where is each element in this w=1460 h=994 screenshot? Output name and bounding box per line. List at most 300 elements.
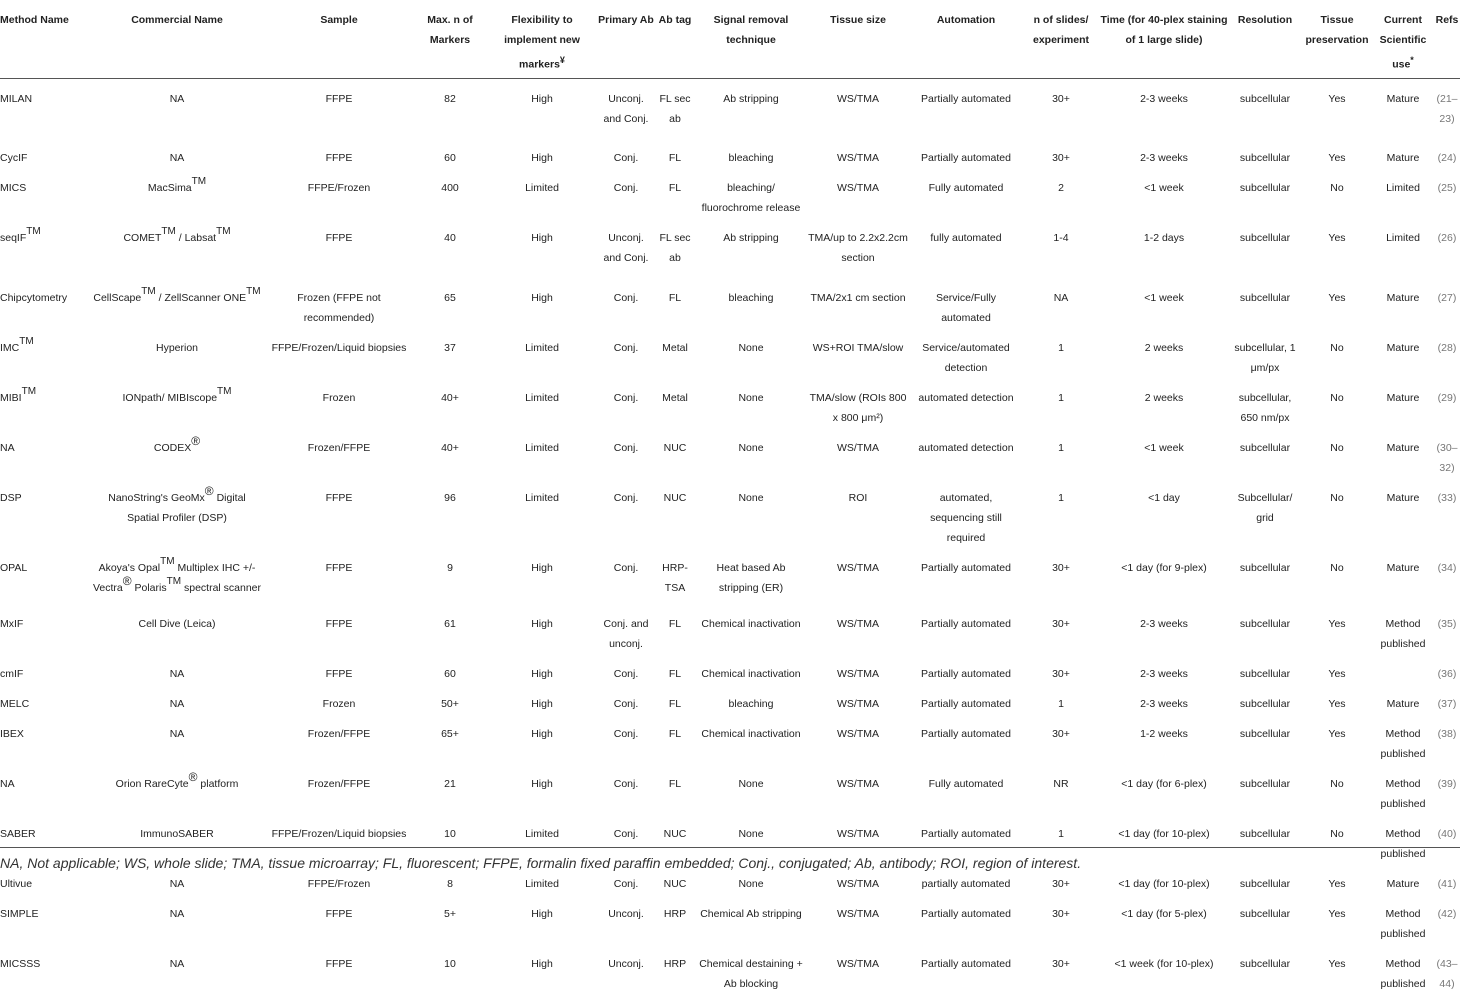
cell-time — [1100, 378, 1228, 428]
cell-method — [0, 894, 90, 944]
cell-sample — [264, 428, 414, 478]
cell-text: No — [1330, 562, 1344, 574]
cell-text: (37) — [1437, 698, 1457, 710]
cell-slides — [1022, 478, 1100, 548]
table-row — [0, 764, 1460, 814]
cell-text: NA — [169, 908, 185, 920]
table-row — [0, 168, 1460, 218]
cell-text: cmIF — [0, 668, 24, 680]
cell-text: Ab stripping — [723, 232, 779, 244]
cell-text: automated detection — [918, 442, 1014, 454]
cell-text: Limited — [525, 182, 559, 194]
cell-text: WS/TMA — [837, 728, 879, 740]
cell-text: FFPE/Frozen — [307, 182, 371, 194]
cell-text: bleaching/ fluorochrome release — [701, 182, 801, 214]
cell-auto — [910, 604, 1022, 654]
cell-text: WS/TMA — [837, 908, 879, 920]
cell-tag — [654, 944, 696, 994]
cell-time — [1100, 764, 1228, 814]
cell-text: Chemical inactivation — [701, 728, 801, 740]
cell-text: IONpath/ — [122, 392, 165, 404]
cell-text: NUC — [663, 492, 687, 504]
cell-auto — [910, 894, 1022, 944]
cell-flex — [486, 428, 598, 478]
cell-text: Conj. — [613, 698, 639, 710]
cell-text: 37 — [444, 342, 456, 354]
cell-pres — [1302, 864, 1372, 894]
cell-text: subcellular — [1239, 878, 1291, 890]
trademark-mark: TM — [160, 556, 175, 567]
cell-text: Method published — [1380, 618, 1426, 650]
cell-text: Service/Fully automated — [935, 292, 997, 324]
cell-text: 2-3 weeks — [1140, 92, 1188, 105]
cell-sample — [264, 328, 414, 378]
cell-text: None — [738, 442, 764, 454]
cell-sample — [264, 894, 414, 944]
cell-text: 10 — [444, 828, 456, 840]
cell-markers — [414, 168, 486, 218]
cell-auto — [910, 548, 1022, 604]
cell-primary — [598, 944, 654, 994]
cell-text: FFPE/Frozen — [307, 878, 371, 890]
cell-text: 1 — [1058, 342, 1064, 354]
cell-text: 65 — [444, 292, 456, 304]
registered-mark: ® — [191, 434, 201, 448]
cell-use — [1372, 654, 1434, 684]
cell-tag — [654, 548, 696, 604]
cell-use — [1372, 684, 1434, 714]
cell-sample — [264, 944, 414, 994]
cell-markers — [414, 478, 486, 548]
cell-text: Fully automated — [928, 778, 1004, 790]
cell-text: (29) — [1437, 392, 1457, 404]
cell-text: Chipcytometry — [0, 292, 68, 304]
cell-text: (25) — [1437, 182, 1457, 194]
cell-text: Unconj. — [608, 958, 644, 970]
cell-primary — [598, 478, 654, 548]
cell-sample — [264, 168, 414, 218]
cell-size — [806, 894, 910, 944]
cell-text: 30+ — [1052, 92, 1070, 105]
cell-pres — [1302, 168, 1372, 218]
cell-text: CODEX — [153, 442, 192, 454]
cell-signal — [696, 378, 806, 428]
cell-flex — [486, 714, 598, 764]
cell-text: HRP-TSA — [662, 562, 688, 594]
table-footnote: NA, Not applicable; WS, whole slide; TMA, tissue microarray; FL, fluorescent; FFPE, formalin fixed paraffin embedded; Conj., conjugated; Ab, antibody; ROI, region of interest. — [0, 855, 1082, 871]
cell-tag — [654, 654, 696, 684]
cell-method — [0, 714, 90, 764]
cell-text: Polaris — [134, 582, 167, 594]
cell-tag — [654, 78, 696, 138]
cell-flex — [486, 944, 598, 994]
cell-text: 1 — [1058, 442, 1064, 454]
cell-text: 40 — [444, 232, 456, 244]
col-header-flexibility: Flexibility to implement new markers¥ — [504, 14, 580, 71]
cell-res — [1228, 218, 1302, 278]
cell-size — [806, 328, 910, 378]
cell-sample — [264, 278, 414, 328]
cell-text: (39) — [1437, 778, 1457, 790]
cell-text: FFPE — [325, 492, 353, 504]
cell-tag — [654, 684, 696, 714]
cell-text: 1-2 weeks — [1140, 728, 1188, 740]
cell-text: subcellular — [1239, 618, 1291, 630]
cell-text: High — [531, 92, 553, 105]
cell-pres — [1302, 78, 1372, 138]
cell-size — [806, 168, 910, 218]
cell-text: FL sec ab — [659, 232, 691, 264]
cell-text: 82 — [444, 92, 456, 105]
cell-pres — [1302, 684, 1372, 714]
cell-text: Chemical inactivation — [701, 618, 801, 630]
cell-tag — [654, 168, 696, 218]
cell-refs — [1434, 428, 1460, 478]
cell-text: / Labsat — [178, 232, 217, 244]
cell-pres — [1302, 278, 1372, 328]
cell-text: High — [531, 562, 553, 574]
col-header-max-markers: Max. n of Markers — [427, 14, 473, 46]
cell-signal — [696, 138, 806, 168]
cell-text: None — [738, 878, 764, 890]
cell-text: NA — [169, 878, 185, 890]
cell-text: HRP — [663, 958, 687, 970]
col-header-method: Method Name — [0, 14, 69, 26]
use-mark: * — [1410, 55, 1414, 65]
cell-text: <1 day (for 5-plex) — [1121, 908, 1207, 920]
cell-text: Yes — [1328, 958, 1346, 970]
cell-text: WS/TMA — [837, 618, 879, 630]
cell-name — [90, 138, 264, 168]
cell-auto — [910, 684, 1022, 714]
cell-signal — [696, 78, 806, 138]
cell-text: <1 day (for 10-plex) — [1118, 878, 1210, 890]
cell-text: 1-4 — [1053, 232, 1069, 244]
cell-text: Yes — [1328, 698, 1346, 710]
cell-refs — [1434, 864, 1460, 894]
cell-tag — [654, 764, 696, 814]
cell-markers — [414, 548, 486, 604]
cell-res — [1228, 604, 1302, 654]
cell-markers — [414, 278, 486, 328]
cell-text: FL — [668, 292, 682, 304]
cell-text: Conj. — [613, 668, 639, 680]
col-header-refs: Refs — [1435, 14, 1459, 26]
cell-time — [1100, 864, 1228, 894]
cell-auto — [910, 278, 1022, 328]
cell-text: 30+ — [1052, 908, 1070, 920]
cell-text: Akoya's Opal — [98, 562, 161, 574]
cell-signal — [696, 278, 806, 328]
cell-time — [1100, 138, 1228, 168]
cell-text: <1 day (for 10-plex) — [1118, 828, 1210, 840]
cell-text: Chemical Ab stripping — [700, 908, 802, 920]
cell-text: Yes — [1328, 618, 1346, 630]
cell-refs — [1434, 944, 1460, 994]
cell-text: partially automated — [921, 878, 1011, 890]
cell-text: (26) — [1437, 232, 1457, 244]
col-header-slides: n of slides/ experiment — [1032, 14, 1090, 46]
table-row — [0, 714, 1460, 764]
cell-text: SIMPLE — [0, 908, 39, 920]
cell-auto — [910, 714, 1022, 764]
cell-text: NA — [169, 668, 185, 680]
cell-refs — [1434, 218, 1460, 278]
cell-pres — [1302, 328, 1372, 378]
cell-text: FL sec ab — [659, 92, 691, 125]
cell-text: Frozen — [322, 698, 356, 710]
cell-text: 2 weeks — [1144, 342, 1184, 354]
cell-text: Partially automated — [921, 562, 1011, 574]
cell-flex — [486, 548, 598, 604]
cell-text: TMA/up to 2.2x2.2cm section — [808, 232, 908, 264]
cell-sample — [264, 218, 414, 278]
cell-sample — [264, 764, 414, 814]
cell-text: Heat based Ab stripping (ER) — [716, 562, 786, 594]
cell-sample — [264, 654, 414, 684]
table-row — [0, 428, 1460, 478]
cell-text: (24) — [1437, 152, 1457, 164]
cell-flex — [486, 328, 598, 378]
cell-pres — [1302, 654, 1372, 684]
cell-refs — [1434, 168, 1460, 218]
cell-slides — [1022, 138, 1100, 168]
cell-text: MxIF — [0, 618, 24, 630]
cell-text: (41) — [1437, 878, 1457, 890]
cell-auto — [910, 218, 1022, 278]
cell-text: bleaching — [728, 152, 774, 164]
cell-text: 40+ — [441, 442, 459, 454]
cell-text: MIBIscope — [167, 392, 218, 404]
cell-text: Frozen/FFPE — [307, 778, 371, 790]
cell-primary — [598, 764, 654, 814]
cell-name — [90, 944, 264, 994]
cell-text: FL — [668, 778, 682, 790]
cell-text: COMET — [123, 232, 162, 244]
cell-text: High — [531, 698, 553, 710]
cell-text: FL — [668, 728, 682, 740]
cell-method — [0, 78, 90, 138]
cell-text: High — [531, 292, 553, 304]
cell-signal — [696, 168, 806, 218]
cell-text: Conj. — [613, 182, 639, 194]
cell-size — [806, 378, 910, 428]
cell-method — [0, 654, 90, 684]
cell-name — [90, 328, 264, 378]
cell-text: subcellular — [1239, 828, 1291, 840]
cell-text: 96 — [444, 492, 456, 504]
cell-slides — [1022, 328, 1100, 378]
cell-text: None — [738, 342, 764, 354]
trademark-mark: TM — [26, 226, 41, 237]
cell-signal — [696, 218, 806, 278]
cell-tag — [654, 378, 696, 428]
cell-refs — [1434, 684, 1460, 714]
trademark-mark: TM — [166, 576, 182, 587]
cell-use — [1372, 138, 1434, 168]
cell-text: Partially automated — [921, 618, 1011, 630]
cell-use — [1372, 328, 1434, 378]
col-header-resolution: Resolution — [1237, 14, 1293, 26]
cell-res — [1228, 944, 1302, 994]
cell-text: No — [1330, 342, 1344, 354]
cell-flex — [486, 218, 598, 278]
col-header-tissue-size: Tissue size — [830, 14, 886, 26]
cell-signal — [696, 604, 806, 654]
cell-text: Partially automated — [921, 668, 1011, 680]
cell-text: IBEX — [0, 728, 24, 740]
cell-text: subcellular, 650 nm/px — [1238, 392, 1292, 424]
cell-time — [1100, 168, 1228, 218]
cell-text: NA — [0, 778, 15, 790]
cell-text: Limited — [525, 442, 559, 454]
cell-text: subcellular — [1239, 728, 1291, 740]
cell-text: Mature — [1386, 342, 1420, 354]
cell-text: Digital Spatial Profiler (DSP) — [127, 492, 246, 524]
cell-method — [0, 168, 90, 218]
cell-use — [1372, 218, 1434, 278]
cell-text: subcellular — [1239, 668, 1291, 680]
cell-name — [90, 548, 264, 604]
cell-size — [806, 138, 910, 168]
cell-text: No — [1330, 182, 1344, 194]
cell-use — [1372, 428, 1434, 478]
cell-markers — [414, 428, 486, 478]
cell-text: DSP — [0, 492, 22, 504]
col-header-time: Time (for 40-plex staining of 1 large slide) — [1100, 14, 1228, 46]
cell-text: Limited — [1386, 182, 1420, 194]
cell-text: 2-3 weeks — [1140, 668, 1188, 680]
cell-method — [0, 764, 90, 814]
table-row — [0, 894, 1460, 944]
cell-slides — [1022, 378, 1100, 428]
cell-text: Method published — [1380, 778, 1426, 810]
cell-slides — [1022, 654, 1100, 684]
cell-text: subcellular — [1239, 92, 1291, 105]
cell-use — [1372, 78, 1434, 138]
cell-text: High — [531, 778, 553, 790]
cell-text: Conj. — [613, 778, 639, 790]
cell-sample — [264, 138, 414, 168]
cell-slides — [1022, 944, 1100, 994]
cell-use — [1372, 864, 1434, 894]
cell-size — [806, 78, 910, 138]
cell-text: subcellular — [1239, 152, 1291, 164]
cell-signal — [696, 328, 806, 378]
cell-use — [1372, 604, 1434, 654]
col-header-commercial-name: Commercial Name — [131, 14, 223, 26]
cell-slides — [1022, 218, 1100, 278]
cell-text: None — [738, 492, 764, 504]
cell-text: Chemical destaining + Ab blocking — [699, 958, 803, 990]
cell-text: WS/TMA — [837, 92, 879, 105]
col-header-automation: Automation — [936, 14, 996, 26]
cell-name — [90, 428, 264, 478]
cell-flex — [486, 654, 598, 684]
cell-refs — [1434, 138, 1460, 168]
table-row — [0, 944, 1460, 994]
cell-text: High — [531, 958, 553, 970]
cell-text: WS/TMA — [837, 442, 879, 454]
cell-text: / ZellScanner ONE — [158, 292, 247, 304]
cell-text: Yes — [1328, 152, 1346, 164]
cell-auto — [910, 378, 1022, 428]
cell-text: 5+ — [444, 908, 456, 920]
cell-text: Conj. — [613, 492, 639, 504]
cell-text: Mature — [1386, 562, 1420, 574]
cell-sample — [264, 378, 414, 428]
cell-use — [1372, 944, 1434, 994]
cell-res — [1228, 894, 1302, 944]
cell-text: 30+ — [1052, 562, 1070, 574]
cell-text: Service/automated detection — [922, 342, 1010, 374]
cell-signal — [696, 428, 806, 478]
cell-slides — [1022, 428, 1100, 478]
cell-markers — [414, 328, 486, 378]
cell-pres — [1302, 814, 1372, 864]
cell-pres — [1302, 894, 1372, 944]
cell-text: Yes — [1328, 668, 1346, 680]
cell-text: No — [1330, 442, 1344, 454]
cell-time — [1100, 894, 1228, 944]
cell-slides — [1022, 764, 1100, 814]
cell-text: Conj. and unconj. — [603, 618, 649, 650]
cell-text: subcellular — [1239, 958, 1291, 970]
cell-res — [1228, 764, 1302, 814]
cell-text: FFPE — [325, 562, 353, 574]
cell-pres — [1302, 378, 1372, 428]
cell-signal — [696, 714, 806, 764]
trademark-mark: TM — [217, 386, 232, 397]
cell-method — [0, 684, 90, 714]
table-bottom-rule — [0, 847, 1460, 848]
trademark-mark: TM — [21, 386, 37, 397]
cell-text: WS/TMA — [837, 958, 879, 970]
cell-text: 1 — [1058, 698, 1064, 710]
cell-text: 2-3 weeks — [1140, 618, 1188, 630]
cell-refs — [1434, 278, 1460, 328]
cell-pres — [1302, 478, 1372, 548]
cell-text: subcellular — [1239, 182, 1291, 194]
cell-time — [1100, 78, 1228, 138]
cell-use — [1372, 278, 1434, 328]
cell-text: Mature — [1386, 92, 1420, 105]
cell-text: bleaching — [728, 698, 774, 710]
cell-text: (42) — [1437, 908, 1457, 920]
cell-flex — [486, 278, 598, 328]
cell-text: seqIF — [0, 232, 27, 244]
cell-name — [90, 654, 264, 684]
table-row — [0, 78, 1460, 138]
cell-text: <1 week (for 10-plex) — [1114, 958, 1214, 970]
cell-time — [1100, 428, 1228, 478]
cell-name — [90, 684, 264, 714]
cell-text: TMA/2x1 cm section — [810, 292, 906, 304]
cell-text: 30+ — [1052, 152, 1070, 164]
cell-text: Partially automated — [921, 908, 1011, 920]
cell-auto — [910, 764, 1022, 814]
cell-slides — [1022, 714, 1100, 764]
cell-text: Partially automated — [921, 728, 1011, 740]
cell-flex — [486, 138, 598, 168]
cell-text: WS/TMA — [837, 152, 879, 164]
cell-primary — [598, 548, 654, 604]
cell-refs — [1434, 714, 1460, 764]
cell-markers — [414, 764, 486, 814]
cell-method — [0, 428, 90, 478]
cell-text: Yes — [1328, 232, 1346, 244]
cell-text: 1-2 days — [1143, 232, 1185, 244]
